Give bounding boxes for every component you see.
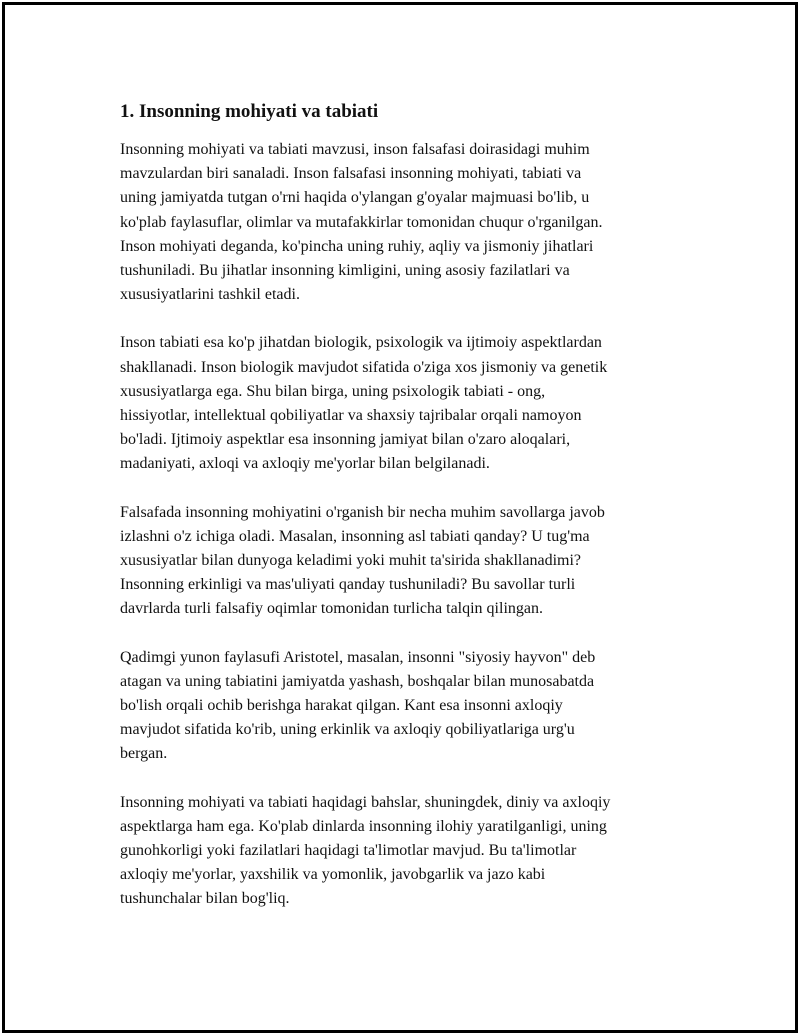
paragraph-1 [120, 138, 700, 307]
text-line: gunohkorligi yoki fazilatlari haqidagi ta'limotlar mavjud. Bu ta'limotlar [120, 842, 577, 860]
text-line: Falsafada insonning mohiyatini o'rganish bir necha muhim savollarga javob [120, 503, 605, 521]
text-line: xususiyatlarini tashkil etadi. [120, 286, 300, 304]
text-line: ko'plab faylasuflar, olimlar va mutafakkirlar tomonidan chuqur o'rganilgan. [120, 213, 603, 231]
paragraph-5 [120, 791, 700, 912]
text-line: tushunchalar bilan bog'liq. [120, 890, 290, 908]
text-line: hissiyotlar, intellektual qobiliyatlar va shaxsiy tajribalar orqali namoyon [120, 407, 582, 425]
text-line: atagan va uning tabiatini jamiyatda yashash, boshqalar bilan munosabatda [120, 672, 595, 690]
text-line: mavjudot sifatida ko'rib, uning erkinlik va axloqiy qobiliyatlariga urg'u [120, 721, 575, 739]
text-line: madaniyati, axloqi va axloqiy me'yorlar bilan belgilanadi. [120, 455, 490, 473]
text-line: bergan. [120, 745, 168, 763]
document-body [120, 100, 700, 936]
text-line: xususiyatlarga ega. Shu bilan birga, uning psixologik tabiati - ong, [120, 382, 546, 400]
text-line: uning jamiyatda tutgan o'rni haqida o'ylangan g'oyalar majmuasi bo'lib, u [120, 189, 590, 207]
text-line: axloqiy me'yorlar, yaxshilik va yomonlik, javobgarlik va jazo kabi [120, 866, 546, 884]
section-heading: 1. Insonning mohiyati va tabiati [120, 101, 379, 122]
paragraph-3 [120, 501, 700, 622]
text-line: Insonning mohiyati va tabiati mavzusi, inson falsafasi doirasidagi muhim [120, 141, 590, 158]
text-line: mavzulardan biri sanaladi. Inson falsafasi insonning mohiyati, tabiati va [120, 165, 582, 183]
text-line: aspektlarga ham ega. Ko'plab dinlarda insonning ilohiy yaratilganligi, uning [120, 817, 607, 835]
paragraph-2 [120, 331, 700, 476]
text-line: bo'ladi. Ijtimoiy aspektlar esa insonning jamiyat bilan o'zaro aloqalari, [120, 431, 571, 449]
text-line: Insonning mohiyati va tabiati haqidagi bahslar, shuningdek, diniy va axloqiy [120, 793, 611, 811]
text-line: Insonning erkinligi va mas'uliyati qanday tushuniladi? Bu savollar turli [120, 576, 576, 594]
page-frame [2, 2, 798, 1033]
text-line: davrlarda turli falsafiy oqimlar tomonidan turlicha talqin qilingan. [120, 600, 543, 618]
text-line: Inson tabiati esa ko'p jihatdan biologik, psixologik va ijtimoiy aspektlardan [120, 334, 602, 352]
paragraph-4 [120, 646, 700, 767]
text-line: tushuniladi. Bu jihatlar insonning kimligini, uning asosiy fazilatlari va [120, 262, 570, 280]
text-line: bo'lish orqali ochib berishga harakat qilgan. Kant esa insonni axloqiy [120, 697, 563, 715]
text-line: xususiyatlar bilan dunyoga keladimi yoki muhit ta'sirida shakllanadimi? [120, 552, 582, 570]
text-line: shakllanadi. Inson biologik mavjudot sifatida o'ziga xos jismoniy va genetik [120, 358, 608, 376]
text-line: Inson mohiyati deganda, ko'pincha uning ruhiy, aqliy va jismoniy jihatlari [120, 237, 594, 255]
text-line: izlashni o'z ichiga oladi. Masalan, insonning asl tabiati qanday? U tug'ma [120, 527, 590, 545]
text-line: Qadimgi yunon faylasufi Aristotel, masalan, insonni "siyosiy hayvon" deb [120, 648, 596, 666]
